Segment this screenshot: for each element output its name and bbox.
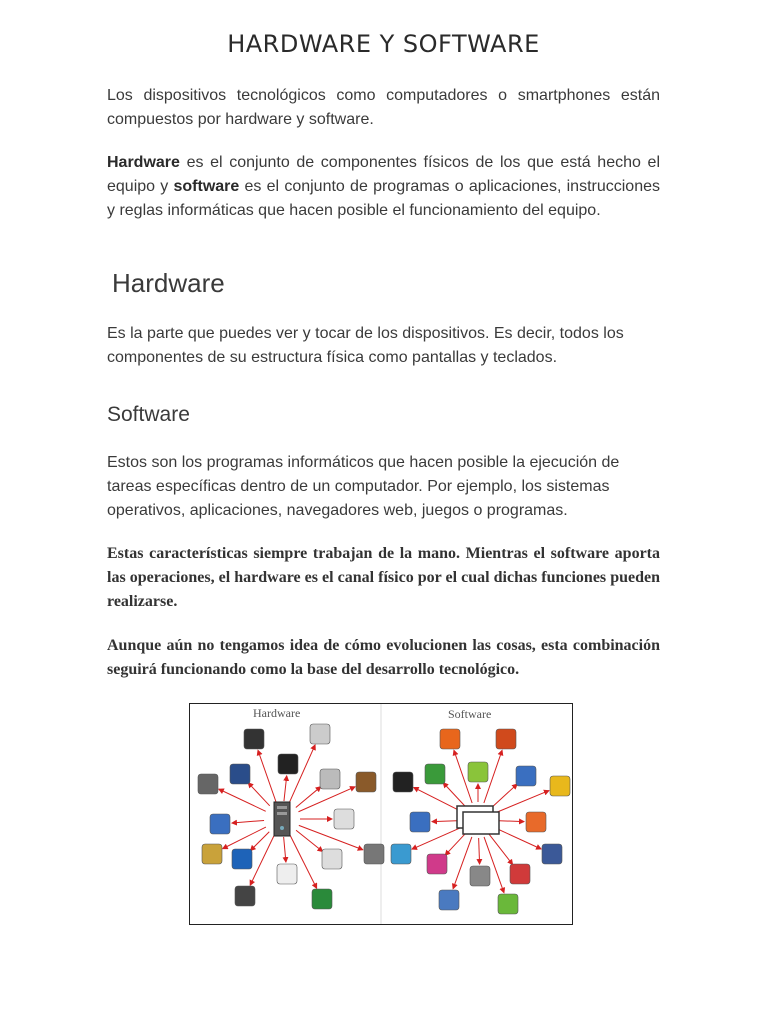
diagram-canvas <box>190 704 572 924</box>
presentation-icon <box>526 812 546 832</box>
diagram-arrow <box>258 750 276 802</box>
graphics-card-icon <box>202 844 222 864</box>
closing-paragraph: Aunque aún no tengamos idea de cómo evolucionen las cosas, esta combinación seguirá funcionando como la base del desarrollo tecnológico. <box>107 637 660 678</box>
firefox-icon <box>440 729 460 749</box>
diagram-arrow <box>296 787 321 808</box>
picasa-icon <box>427 854 447 874</box>
diagram-arrow <box>250 835 274 885</box>
spreadsheet-icon <box>425 764 445 784</box>
android-apk-icon <box>498 894 518 914</box>
diagram-arrow <box>445 833 466 855</box>
windows-group-icon <box>457 806 499 834</box>
calculator-icon <box>470 866 490 886</box>
hardware-paragraph: Es la parte que puedes ver y tocar de los dispositivos. Es decir, todos los componentes de su estructura física como pantallas y teclados. <box>107 325 624 366</box>
hardware-software-diagram <box>189 703 573 925</box>
messenger-icon <box>391 844 411 864</box>
diagram-arrow <box>491 784 517 808</box>
definition-paragraph <box>107 151 660 223</box>
computer-tower-icon <box>274 802 290 836</box>
mouse-icon <box>277 864 297 884</box>
usb-drive-icon <box>210 814 230 834</box>
keyboard-icon <box>322 849 342 869</box>
diagram-arrow <box>232 820 264 823</box>
motherboard-icon <box>230 764 250 784</box>
floppy-icon <box>278 754 298 774</box>
diagram-arrow <box>250 832 269 851</box>
definition-text-2: es el conjunto de programas o aplicaciones, instrucciones y reglas informáticas que hacen posible el funcionamiento del equipo. <box>107 178 660 219</box>
windows-icon <box>410 812 430 832</box>
external-disk-icon <box>334 809 354 829</box>
document-icon <box>439 890 459 910</box>
diagram-arrow <box>432 821 460 822</box>
printer-multifunction-icon <box>320 769 340 789</box>
printer-icon <box>310 724 330 744</box>
diagram-arrow <box>299 825 363 849</box>
software-paragraph: Estos son los programas informáticos que hacen posible la ejecución de tareas específicas dentro de un computador. Por ejemplo, los sistemas operativos, aplicaciones, navegadores web, juegos o programas. <box>107 454 620 519</box>
hardware-heading: Hardware <box>112 268 225 298</box>
webcam-icon <box>244 729 264 749</box>
diagram-arrow <box>496 821 524 822</box>
thunderbird-icon <box>516 766 536 786</box>
diagram-arrow <box>284 776 287 801</box>
diagram-arrow <box>453 837 472 889</box>
office-icon <box>496 729 516 749</box>
linux-icon <box>393 772 413 792</box>
page-title: HARDWARE Y SOFTWARE <box>227 30 540 58</box>
software-diagram-label: Software <box>448 707 492 721</box>
monitor-icon <box>232 849 252 869</box>
hardware-term: Hardware <box>107 154 180 171</box>
intro-paragraph: Los dispositivos tecnológicos como computadores o smartphones están compuestos por hardware y software. <box>107 87 660 128</box>
hardware-diagram-label: Hardware <box>253 706 301 720</box>
network-card-icon <box>312 889 332 909</box>
chrome-icon <box>550 776 570 796</box>
diagram-arrow <box>495 791 549 814</box>
facebook-icon <box>542 844 562 864</box>
diagram-arrow <box>219 789 266 811</box>
power-supply-icon <box>235 886 255 906</box>
diagram-arrow <box>284 837 286 862</box>
diagram-arrow <box>298 787 355 812</box>
definition-text-1: es el conjunto de componentes físicos de los que está hecho el equipo y <box>107 154 660 195</box>
diagram-arrow <box>248 783 270 806</box>
relation-paragraph: Estas características siempre trabajan de la mano. Mientras el software aporta las operaciones, el hardware es el canal físico por el cual dichas funciones pueden realizarse. <box>107 545 660 610</box>
diagram-arrow <box>479 838 480 864</box>
cpu-chip-icon <box>356 772 376 792</box>
photo-icon <box>510 864 530 884</box>
diagram-arrow <box>414 787 462 811</box>
software-term: software <box>173 178 240 195</box>
software-heading: Software <box>107 403 190 426</box>
diagram-arrow <box>443 783 466 807</box>
android-icon <box>468 762 488 782</box>
hard-drive-icon <box>198 774 218 794</box>
network-cable-icon <box>364 844 384 864</box>
